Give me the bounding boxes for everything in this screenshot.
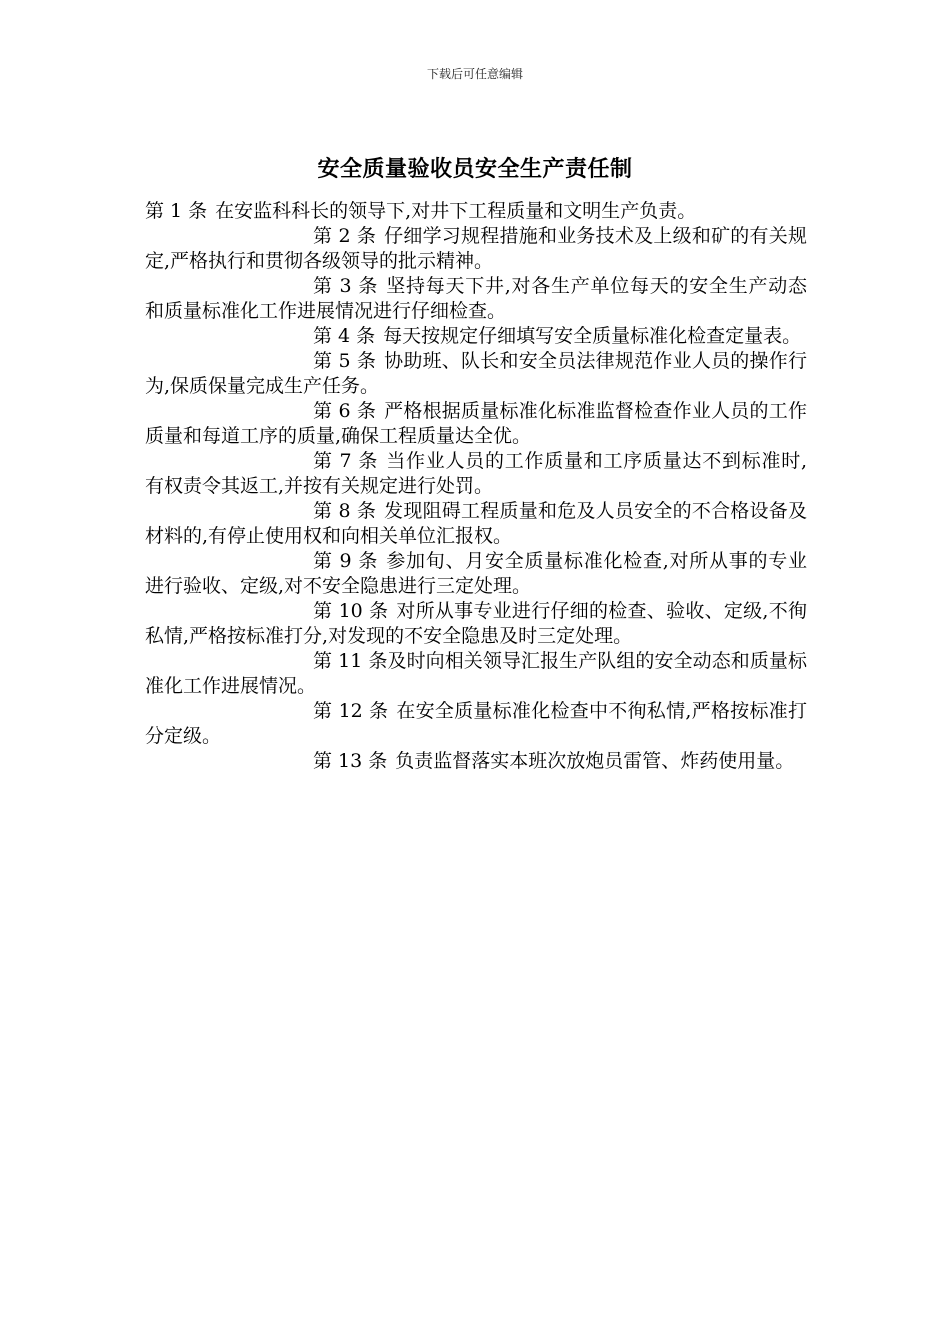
clause-text: 在安全质量标准化检查中不徇私情,严格按标准打分定级。 (145, 700, 807, 747)
clause-4 (145, 324, 807, 349)
clause-number: 第 8 条 (313, 500, 377, 522)
clause-text: 严格根据质量标准化标准监督检查作业人员的工作质量和每道工序的质量,确保工程质量达全优。 (145, 400, 807, 447)
clause-12 (145, 699, 807, 749)
clause-text: 每天按规定仔细填写安全质量标准化检查定量表。 (383, 325, 802, 347)
clause-text: 协助班、队长和安全员法律规范作业人员的操作行为,保质保量完成生产任务。 (145, 350, 807, 397)
clause-text: 坚持每天下井,对各生产单位每天的安全生产动态和质量标准化工作进展情况进行仔细检查。 (145, 275, 808, 322)
clause-number: 第 5 条 (313, 350, 377, 372)
clause-text: 在安监科科长的领导下,对井下工程质量和文明生产负责。 (215, 200, 697, 222)
clause-6 (145, 399, 807, 449)
clause-number: 第 1 条 (145, 200, 208, 222)
clause-1 (145, 199, 807, 224)
clause-number: 第 10 条 (313, 600, 389, 622)
clause-text: 仔细学习规程措施和业务技术及上级和矿的有关规定,严格执行和贯彻各级领导的批示精神。 (145, 225, 807, 272)
clause-number: 第 12 条 (313, 700, 389, 722)
clause-2 (145, 224, 807, 274)
clause-number: 第 2 条 (313, 225, 377, 247)
document-body (145, 199, 807, 774)
clause-11 (145, 649, 807, 699)
clause-number: 第 3 条 (313, 275, 379, 297)
clause-number: 第 4 条 (313, 325, 376, 347)
clause-3 (145, 274, 807, 324)
clause-number: 第 11 条 (313, 650, 388, 672)
clause-9 (145, 549, 807, 599)
clause-text: 发现阻碍工程质量和危及人员安全的不合格设备及材料的,有停止使用权和向相关单位汇报权。 (145, 500, 807, 547)
header-note: 下载后可任意编辑 (426, 67, 523, 81)
document-title: 安全质量验收员安全生产责任制 (317, 156, 633, 182)
clause-text: 参加旬、月安全质量标准化检查,对所从事的专业进行验收、定级,对不安全隐患进行三定处理。 (145, 550, 808, 597)
clause-5 (145, 349, 807, 399)
clause-number: 第 7 条 (313, 450, 379, 472)
clause-13 (145, 749, 807, 774)
clause-text: 当作业人员的工作质量和工序质量达不到标准时,有权责令其返工,并按有关规定进行处罚。 (145, 450, 808, 497)
clause-number: 第 13 条 (313, 750, 388, 772)
clause-number: 第 6 条 (313, 400, 377, 422)
clause-text: 及时向相关领导汇报生产队组的安全动态和质量标准化工作进展情况。 (145, 650, 807, 697)
clause-text: 对所从事专业进行仔细的检查、验收、定级,不徇私情,严格按标准打分,对发现的不安全隐患及时三定处理。 (145, 600, 807, 647)
clause-text: 负责监督落实本班次放炮员雷管、炸药使用量。 (395, 750, 795, 772)
clause-number: 第 9 条 (313, 550, 379, 572)
clause-10 (145, 599, 807, 649)
clause-7 (145, 449, 807, 499)
clause-8 (145, 499, 807, 549)
